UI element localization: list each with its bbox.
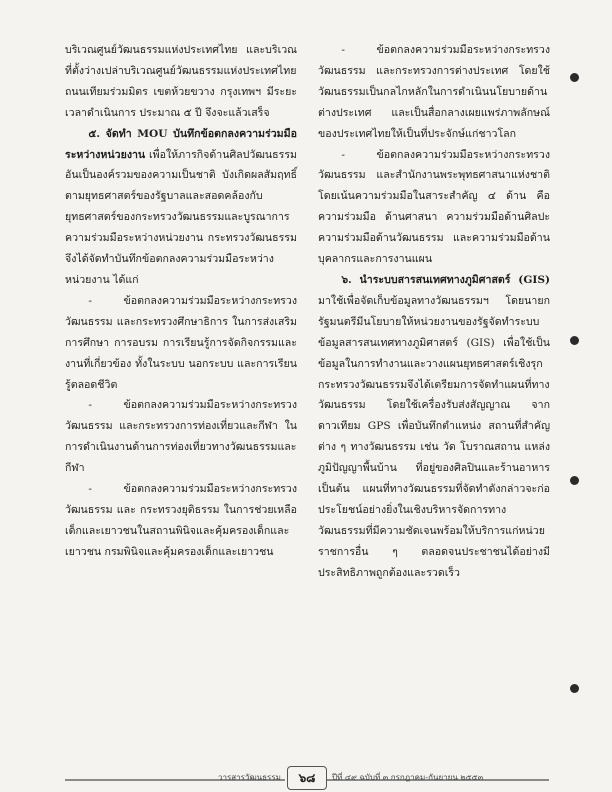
left-column [65,40,297,563]
section-5-heading: ๕. จัดทำ MOU บันทึกข้อตกลงความร่วมมือระหว่างหน่วยงาน [65,127,297,161]
right-para-3 [318,270,550,584]
journal-name: วารสารวัฒนธรรม [218,773,281,782]
page-number: ๖๘ [287,766,327,790]
binder-hole-icon [570,73,579,82]
right-column [318,40,550,584]
left-para-1: บริเวณศูนย์วัฒนธรรมแห่งประเทศไทย และบริเวณที่ตั้งว่างเปล่าบริเวณศูนย์วัฒนธรรมแห่งประเทศไทย ถนนเทียมร่วมมิตร เขตห้วยขวาง กรุงเทพฯ มีระยะเวลาดำเนินการ ประมาณ ๕ ปี จึงจะแล้วเสร็จ [65,44,297,119]
binder-hole-icon [570,684,579,693]
right-para-2: - ข้อตกลงความร่วมมือระหว่างกระทรวงวัฒนธรรม และสำนักงานพระพุทธศาสนาแห่งชาติ โดยเน้นความร่วมมือในสาระสำคัญ ๔ ด้าน คือ ความร่วมมือ ด้านศาสนา ความร่วมมือด้านศิลปะ ความร่วมมือด้านวัฒนธรรม และความร่วมมือด้านบุคลากรและการงานแผน [318,148,550,266]
issue-info: ปีที่ ๔๙ ฉบับที่ ๓ กรกฎาคม-กันยายน ๒๕๕๓ [332,773,484,782]
section-6-heading: ๖. นำระบบสารสนเทศทางภูมิศาสตร์ (GIS) [341,273,550,286]
binder-hole-icon [570,476,579,485]
left-para-5: - ข้อตกลงความร่วมมือระหว่างกระทรวงวัฒนธรรม และ กระทรวงยุติธรรม ในการช่วยเหลือเด็กและเยาวชนในสถานพินิจและคุ้มครองเด็กและเยาวชน กรมพินิจและคุ้มครองเด็กและเยาวชน [65,483,297,558]
section-5-body: เพื่อให้ภารกิจด้านศิลปวัฒนธรรม อันเป็นองค์รวมของความเป็นชาติ บังเกิดผลสัมฤทธิ์ตามยุทธศาสตร์ของรัฐบาลและสอดคล้องกับยุทธศาสตร์ของกระทรวงวัฒนธรรมและบูรณาการความร่วมมือระหว่างหน่วยงาน กระทรวงวัฒนธรรม จึงได้จัดทำบันทึกข้อตกลงความร่วมมือระหว่างหน่วยงาน ได้แก่ [65,148,297,286]
left-para-4: - ข้อตกลงความร่วมมือระหว่างกระทรวงวัฒนธรรม และกระทรวงการท่องเที่ยวและกีฬา ในการดำเนินงานด้านการท่องเที่ยวทางวัฒนธรรมและกีฬา [65,399,297,475]
left-para-2 [65,124,297,291]
right-para-1: - ข้อตกลงความร่วมมือระหว่างกระทรวงวัฒนธรรม และกระทรวงการต่างประเทศ โดยใช้วัฒนธรรมเป็นกลไกหลักในการดำเนินนโยบายด้านต่างประเทศ และเป็นสื่อกลางเผยแพร่ภาพลักษณ์ของประเทศไทยให้เป็นที่ประจักษ์แก่ชาวโลก [318,44,550,140]
section-6-body: มาใช้เพื่อจัดเก็บข้อมูลทางวัฒนธรรมฯ โดยนายกรัฐมนตรีมีนโยบายให้หน่วยงานของรัฐจัดทำระบบข้อมูลสารสนเทศทางภูมิศาสตร์ (GIS) เพื่อใช้เป็นข้อมูลในการทำงานและวางแผนยุทธศาสตร์เชิงรุก กระทรวงวัฒนธรรมจึงได้เตรียมการจัดทำแผนที่ทางวัฒนธรรม โดยใช้เครื่องรับส่งสัญญาณ จากดาวเทียม GPS เพื่อบันทึกตำแหน่ง สถานที่สำคัญต่าง ๆ ทางวัฒนธรรม เช่น วัด โบราณสถาน แหล่งภูมิปัญญาพื้นบ้าน ที่อยู่ของศิลปินและร้านอาหาร เป็นต้น แผนที่ทางวัฒนธรรมที่จัดทำดังกล่าวจะก่อประโยชน์อย่างยิ่งในเชิงบริหารจัดการทางวัฒนธรรมที่มีความชัดเจนพร้อมให้บริการแก่หน่วยราชการอื่น ๆ ตลอดจนประชาชนได้อย่างมีประสิทธิภาพถูกต้องและรวดเร็ว [318,294,550,579]
binder-hole-icon [570,336,579,345]
left-para-3: - ข้อตกลงความร่วมมือระหว่างกระทรวงวัฒนธรรม และกระทรวงศึกษาธิการ ในการส่งเสริมการศึกษา การอบรม การเรียนรู้การจัดกิจกรรมและงานที่เกี่ยวข้อง ทั้งในระบบ นอกระบบ และการเรียนรู้ตลอดชีวิต [65,294,297,391]
